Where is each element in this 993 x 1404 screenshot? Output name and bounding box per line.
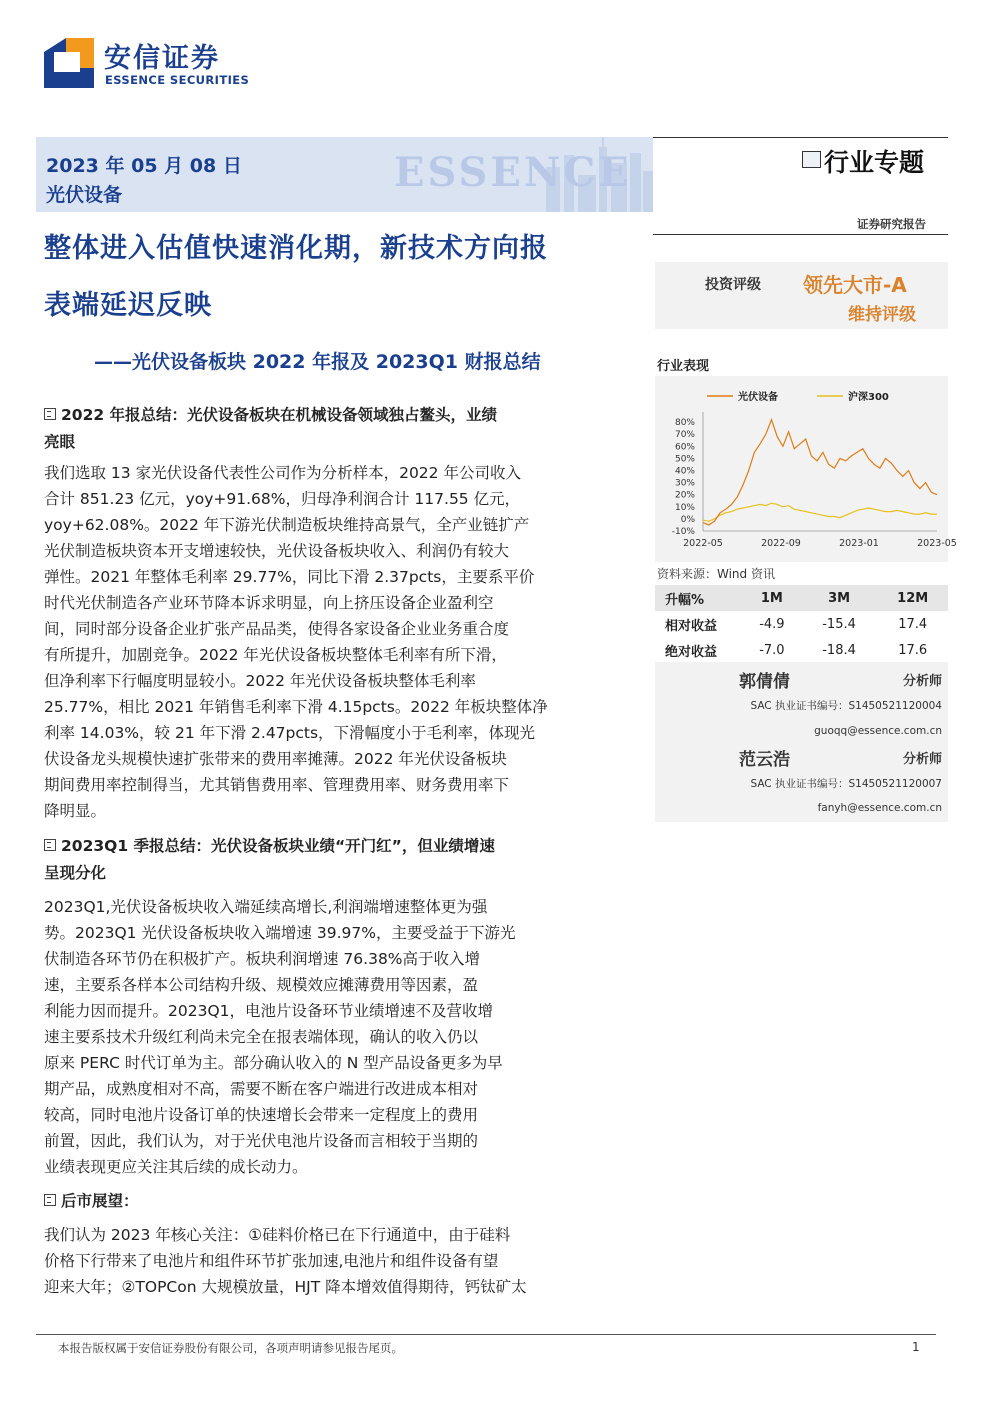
analyst-name: 范云浩 [739, 750, 790, 770]
table-cell: -18.4 [822, 642, 856, 658]
table-header-cell: 3M [801, 585, 878, 611]
report-subtitle: ——光伏设备板块 2022 年报及 2023Q1 财报总结 [94, 351, 541, 373]
list-box-icon [44, 1194, 56, 1206]
y-tick-label: 30% [674, 478, 695, 489]
table-header-cell: 升幅% [655, 585, 743, 611]
chart-icon [802, 151, 821, 168]
analyst-sac-number: SAC 执业证书编号：S1450521120004 [750, 700, 942, 712]
table-cell: -15.4 [822, 616, 856, 632]
section-paragraph: 2023Q1,光伏设备板块收入端延续高增长,利润端增速整体更为强 势。2023Q1 光伏设备板块收入端增速 39.97%，主要受益于下游光 伏制造各环节仍在积极扩产。板块利润增速 76.38%高于收入增 速，主要系各样本公司结构升级、规模效应摊薄费用等因素，盈 利能力因而提升。2023Q1，电池片设备环节业绩增速不及营收增 速主要系技术升级红利尚未完全在报表端体现，确认的收入仍以 原来 PERC 时代订单为主。部分确认收入的 N 型产品设备更多为早 期产品，成熟度相对不高，需要不断在客户端进行改进成本相对 较高，同时电池片设备订单的快速增长会带来一定程度上的费用 前置，因此，我们认为，对于光伏电池片设备而言相较于当期的 业绩表现更应关注其后续的成长动力。 [44, 898, 516, 1176]
y-tick-label: 60% [674, 442, 695, 453]
list-box-icon [44, 408, 56, 420]
section-paragraph: 我们认为 2023 年核心关注：①硅料价格已在下行通道中，由于硅料 价格下行带来了电池片和组件环节扩张加速,电池片和组件设备有望 迎来大年；②TOPCon 大规模放量，HJT 降本增效值得期待，钙钛矿太 [44, 1226, 527, 1296]
section-heading: 后市展望： [44, 1188, 139, 1215]
report-title-line1: 整体进入估值快速消化期，新技术方向报 [44, 233, 548, 264]
section-paragraph: 我们选取 13 家光伏设备代表性公司作为分析样本，2022 年公司收入 合计 851.23 亿元，yoy+91.68%，归母净利润合计 117.55 亿元， yoy+62.08%。2022 年下游光伏制造板块维持高景气，全产业链扩产 光伏制造板块资本开支增速较快，光伏设备板块收入、利润仍有较大 弹性。2021 年整体毛利率 29.77%，同比下滑 2.37pcts，主要系平价 时代光伏制造各产业环节降本诉求明显，向上挤压设备企业盈利空 间，同时部分设备企业扩张产品品类，使得各家设备企业业务重合度 有所提升，加剧竞争。2022 年光伏设备板块整体毛利率有所下滑， 但净利率下行幅度明显较小。2022 年光伏设备板块整体毛利率 25.77%，相比 2021 年销售毛利率下滑 4.15pcts。2022 年板块整体净 利率 14.03%，较 21 年下滑 2.47pcts，下滑幅度小于毛利率，体现光 伏设备龙头规模快速扩张带来的费用率摊薄。2022 年光伏设备板块 期间费用率控制得当，尤其销售费用率、管理费用率、财务费用率下 降明显。 [44, 464, 548, 820]
table-cell: -7.0 [759, 642, 785, 658]
performance-chart-svg [655, 376, 957, 562]
legend-label: 沪深300 [848, 392, 889, 403]
y-tick-label: 80% [674, 418, 695, 429]
list-box-icon [44, 839, 56, 851]
rating-value: 领先大市-A [803, 273, 907, 297]
y-tick-label: 50% [674, 454, 695, 465]
analyst-box [655, 662, 948, 822]
footer-divider [36, 1334, 936, 1335]
report-date: 2023 年 05 月 08 日 [46, 155, 242, 177]
y-tick-label: 0% [680, 514, 695, 525]
analyst-title: 分析师 [902, 674, 942, 689]
table-header-cell: 12M [877, 585, 948, 611]
analyst-sac-number: SAC 执业证书编号：S1450521120007 [750, 778, 942, 790]
footer-disclaimer: 本报告版权属于安信证券股份有限公司，各项声明请参见报告尾页。 [58, 1341, 403, 1355]
table-row [655, 637, 948, 663]
x-tick-label: 2022-05 [683, 538, 723, 549]
table-cell: -4.9 [759, 616, 785, 632]
y-tick-label: -10% [671, 527, 695, 537]
rating-box [655, 262, 948, 329]
table-cell: 绝对收益 [665, 644, 718, 660]
table-header-row [655, 585, 948, 611]
y-tick-label: 70% [674, 430, 695, 441]
analyst-name: 郭倩倩 [739, 672, 790, 692]
report-type [802, 143, 924, 179]
y-tick-label: 40% [674, 466, 695, 477]
section-heading: 2022 年报总结：光伏设备板块在机械设备领域独占鳌头，业绩 亮眼 [44, 406, 498, 451]
x-tick-label: 2022-09 [761, 538, 801, 549]
x-tick-label: 2023-05 [917, 538, 957, 549]
table-row [655, 611, 948, 637]
legend-label: 光伏设备 [738, 392, 778, 403]
analyst-title: 分析师 [902, 752, 942, 767]
report-title-line2: 表端延迟反映 [44, 290, 212, 321]
logo-chinese-name: 安信证券 [104, 43, 220, 74]
table-header-cell: 1M [743, 585, 801, 611]
performance-table [655, 585, 948, 663]
sector-name: 光伏设备 [46, 184, 123, 206]
header-banner [36, 137, 653, 212]
x-tick-label: 2023-01 [839, 538, 879, 549]
y-tick-label: 10% [674, 502, 695, 513]
logo-english-name: ESSENCE SECURITIES [105, 73, 250, 87]
analyst-email[interactable]: fanyh@essence.com.cn [817, 802, 942, 814]
series-line [703, 503, 937, 521]
rating-note: 维持评级 [848, 305, 916, 325]
page-number: 1 [912, 1340, 920, 1354]
top-divider [653, 137, 948, 138]
table-cell: 17.6 [898, 642, 928, 658]
y-tick-label: 20% [674, 490, 695, 501]
analyst-email[interactable]: guoqq@essence.com.cn [814, 725, 942, 737]
chart-source: 资料来源：Wind 资讯 [657, 567, 775, 581]
table-cell: 17.4 [898, 616, 928, 632]
report-type-label: 行业专题 [824, 148, 925, 177]
table-cell: 相对收益 [665, 618, 718, 634]
company-logo-mark [44, 38, 94, 88]
category-divider [653, 234, 948, 235]
performance-chart [655, 376, 957, 562]
performance-label: 行业表现 [657, 359, 710, 374]
rating-label: 投资评级 [705, 277, 761, 293]
banner-watermark: ESSENCE [394, 149, 632, 196]
report-category: 证券研究报告 [857, 217, 926, 231]
section-heading: 2023Q1 季报总结：光伏设备板块业绩“开门红”，但业绩增速 呈现分化 [44, 837, 495, 882]
